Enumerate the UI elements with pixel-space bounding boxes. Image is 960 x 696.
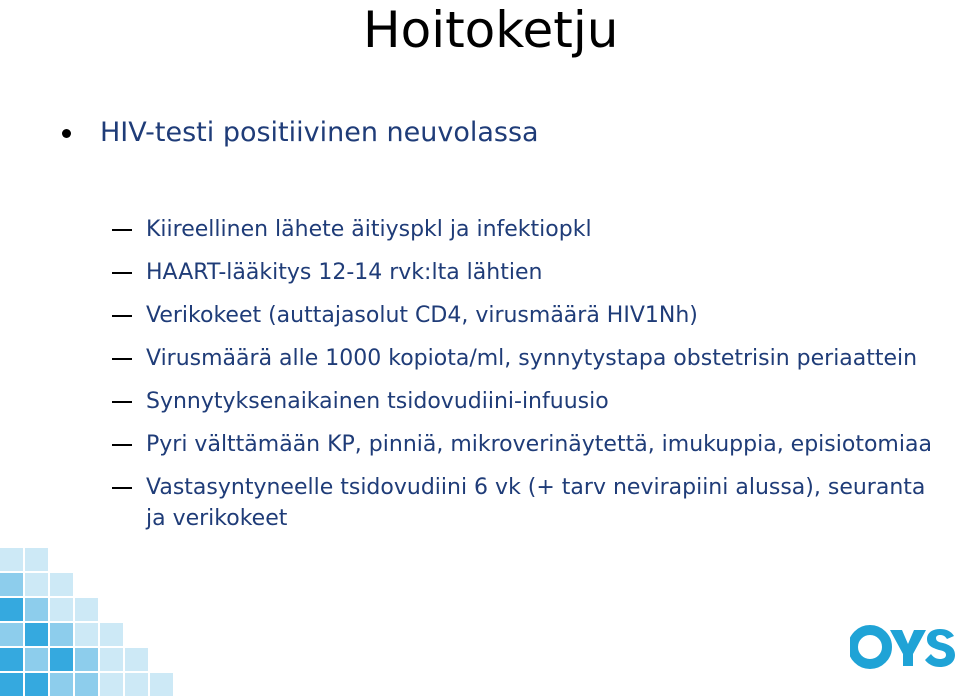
sub-bullet-text: Virusmäärä alle 1000 kopiota/ml, synnytystapa obstetrisin periaattein	[146, 346, 918, 371]
decorative-square	[125, 673, 148, 696]
dash-icon	[112, 401, 132, 403]
sub-bullet-text: Pyri välttämään KP, pinniä, mikroverinäytettä, imukuppia, episiotomiaa	[146, 432, 932, 457]
decorative-square	[75, 623, 98, 646]
decorative-square	[100, 623, 123, 646]
sub-bullet-text: HAART-lääkitys 12-14 rvk:lta lähtien	[146, 260, 543, 285]
decorative-square	[50, 648, 73, 671]
slide-title: Hoitoketju	[363, 1, 619, 59]
dash-icon	[112, 487, 132, 489]
dash-icon	[112, 315, 132, 317]
decorative-square	[100, 648, 123, 671]
decorative-square	[50, 598, 73, 621]
oys-logo	[850, 624, 958, 670]
main-bullet-text: HIV-testi positiivinen neuvolassa	[100, 117, 539, 148]
sub-bullet-list	[112, 214, 932, 546]
decorative-square	[25, 598, 48, 621]
dash-icon	[112, 229, 132, 231]
decorative-square	[0, 673, 23, 696]
decorative-square	[50, 623, 73, 646]
decorative-square	[0, 548, 23, 571]
decorative-square	[25, 673, 48, 696]
dash-icon	[112, 358, 132, 360]
dash-icon	[112, 444, 132, 446]
sub-bullet-item	[112, 300, 932, 331]
sub-bullet-item	[112, 386, 932, 417]
decorative-square	[75, 598, 98, 621]
decorative-square	[25, 623, 48, 646]
decorative-square	[50, 573, 73, 596]
decorative-square	[25, 548, 48, 571]
sub-bullet-text: Verikokeet (auttajasolut CD4, virusmäärä HIV1Nh)	[146, 303, 698, 328]
decorative-square	[0, 648, 23, 671]
sub-bullet-item	[112, 429, 932, 460]
sub-bullet-item	[112, 257, 932, 288]
decorative-square	[75, 648, 98, 671]
dash-icon	[112, 272, 132, 274]
sub-bullet-item	[112, 214, 932, 245]
sub-bullet-text: Vastasyntyneelle tsidovudiini 6 vk (+ tarv nevirapiini alussa), seuranta ja verikokeet	[146, 475, 926, 531]
decorative-square	[125, 648, 148, 671]
decorative-square	[0, 623, 23, 646]
decorative-square	[0, 573, 23, 596]
sub-bullet-text: Synnytyksenaikainen tsidovudiini-infuusio	[146, 389, 609, 414]
sub-bullet-item	[112, 343, 932, 374]
decorative-square	[0, 598, 23, 621]
decorative-square-pattern	[0, 536, 200, 696]
sub-bullet-item	[112, 472, 932, 534]
decorative-square	[100, 673, 123, 696]
bullet-dot-icon	[62, 129, 71, 138]
decorative-square	[75, 673, 98, 696]
decorative-square	[150, 673, 173, 696]
decorative-square	[25, 648, 48, 671]
decorative-square	[25, 573, 48, 596]
sub-bullet-text: Kiireellinen lähete äitiyspkl ja infektiopkl	[146, 217, 592, 242]
decorative-square	[50, 673, 73, 696]
